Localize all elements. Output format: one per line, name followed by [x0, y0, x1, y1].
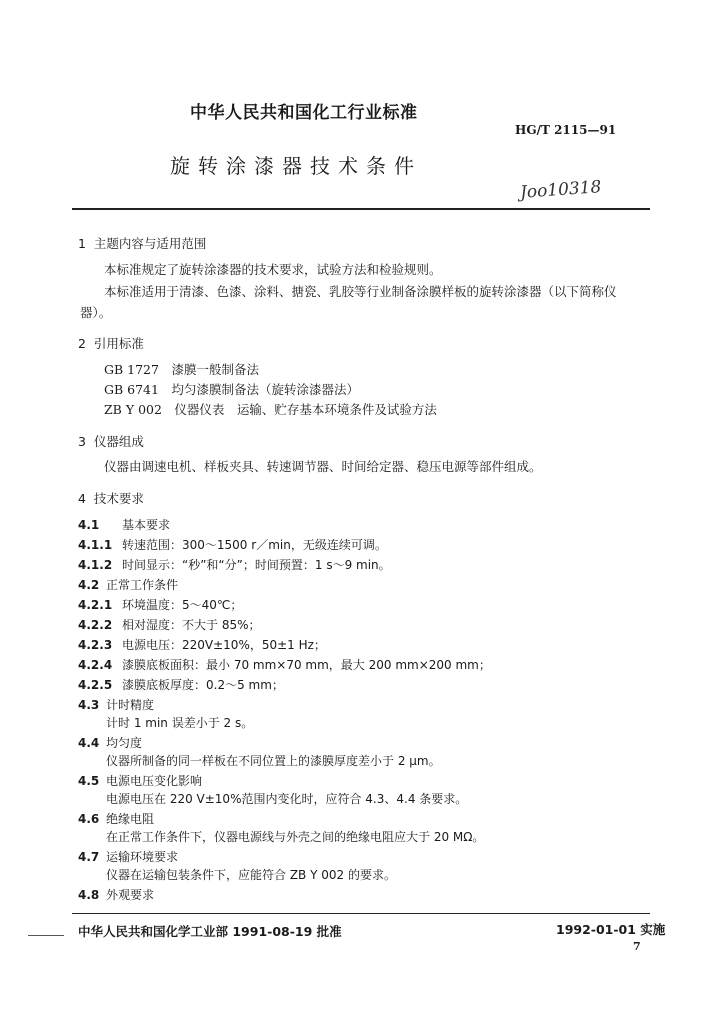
- clause-row: [78, 556, 391, 573]
- clause-row: [78, 656, 491, 673]
- clause-text: 电源电压：220V±10%，50±1 Hz；: [122, 638, 326, 652]
- clause-row: [78, 886, 154, 903]
- clause-text: 时间显示：“秒”和“分”；时间预置：1 s～9 min。: [122, 558, 391, 572]
- standard-code: HG/T 2115—91: [515, 123, 617, 137]
- clause-number: 4.2.1: [78, 598, 113, 612]
- clause-number: 4.2.5: [78, 678, 113, 692]
- clause-number: 4.1: [78, 518, 100, 532]
- clause-number: 4.2: [78, 578, 100, 592]
- issuing-agency: 中华人民共和国化工行业标准: [190, 103, 418, 123]
- clause-body: 仪器所制备的同一样板在不同位置上的漆膜厚度差小于 2 μm。: [106, 754, 441, 768]
- clause-text: 正常工作条件: [106, 578, 179, 592]
- clause-body: 计时 1 min 误差小于 2 s。: [106, 716, 254, 730]
- clause-text: 电源电压变化影响: [106, 774, 203, 788]
- approval-line: 中华人民共和国化学工业部 1991-08-19 批准: [78, 924, 342, 939]
- clause-text: 绝缘电阻: [106, 812, 155, 826]
- clause-row: [78, 616, 261, 633]
- clause-row: [78, 516, 170, 533]
- section-1-number: 1: [78, 236, 86, 251]
- clause-number: 4.2.4: [78, 658, 113, 672]
- clause-number: 4.8: [78, 888, 100, 902]
- clause-body: 电源电压在 220 V±10%范围内变化时，应符合 4.3、4.4 条要求。: [106, 792, 468, 806]
- clause-text: 运输环境要求: [106, 850, 179, 864]
- section-2-number: 2: [78, 336, 86, 351]
- clause-row: [78, 848, 178, 865]
- clause-number: 4.2.3: [78, 638, 113, 652]
- clause-row: [78, 734, 142, 751]
- clause-row: [78, 696, 154, 713]
- clause-text: 转速范围：300～1500 r／min，无级连续可调。: [122, 538, 387, 552]
- clause-row: [78, 596, 242, 613]
- clause-text: 环境温度：5～40℃；: [122, 598, 243, 612]
- document-title: 旋转涂漆器技术条件: [170, 154, 422, 178]
- section-3-para: 仪器由调速电机、样板夹具、转速调节器、时间给定器、稳压电源等部件组成。: [104, 459, 542, 474]
- section-4-number: 4: [78, 491, 86, 506]
- section-3-number: 3: [78, 434, 86, 449]
- clause-row: [78, 676, 284, 693]
- section-1-para-2a: 本标准适用于清漆、色漆、涂料、搪瓷、乳胶等行业制备涂膜样板的旋转涂漆器（以下简称仪: [104, 284, 617, 299]
- clause-number: 4.2.2: [78, 618, 113, 632]
- section-1-para-1: 本标准规定了旋转涂漆器的技术要求，试验方法和检验规则。: [104, 262, 442, 277]
- clause-text: 相对湿度：不大于 85%；: [122, 618, 261, 632]
- clause-row: [78, 636, 326, 653]
- clause-number: 4.4: [78, 736, 100, 750]
- section-4-title: 技术要求: [93, 491, 144, 506]
- clause-text: 漆膜底板面积：最小 70 mm×70 mm，最大 200 mm×200 mm；: [122, 658, 491, 672]
- clause-number: 4.1.1: [78, 538, 113, 552]
- clause-text: 漆膜底板厚度：0.2～5 mm；: [122, 678, 284, 692]
- section-2-heading: [78, 334, 144, 352]
- clause-number: 4.6: [78, 812, 100, 826]
- margin-dash: [28, 935, 64, 936]
- section-1-title: 主题内容与适用范围: [93, 236, 207, 251]
- section-1-para-2b: 器）。: [80, 305, 112, 320]
- clause-body: 仪器在运输包装条件下，应能符合 ZB Y 002 的要求。: [106, 868, 396, 882]
- footer-rule: [72, 913, 650, 914]
- section-1-heading: [78, 234, 206, 252]
- page-number: 7: [633, 940, 641, 953]
- section-3-title: 仪器组成: [93, 434, 144, 449]
- clause-text: 基本要求: [122, 518, 171, 532]
- reference-item: GB 6741 均匀漆膜制备法（旋转涂漆器法）: [104, 382, 359, 397]
- clause-number: 4.1.2: [78, 558, 113, 572]
- effective-date: 1992-01-01 实施: [556, 922, 666, 937]
- section-3-heading: [78, 432, 144, 450]
- header-rule: [72, 208, 650, 210]
- clause-text: 外观要求: [106, 888, 155, 902]
- clause-row: [78, 810, 154, 827]
- clause-body: 在正常工作条件下，仪器电源线与外壳之间的绝缘电阻应大于 20 MΩ。: [106, 830, 485, 844]
- section-4-heading: [78, 489, 144, 507]
- handwritten-mark: Joo10318: [519, 177, 602, 203]
- clause-text: 均匀度: [106, 736, 143, 750]
- clause-row: [78, 576, 178, 593]
- clause-row: [78, 772, 202, 789]
- reference-item: GB 1727 漆膜一般制备法: [104, 362, 259, 377]
- clause-row: [78, 536, 387, 553]
- reference-item: ZB Y 002 仪器仪表 运输、贮存基本环境条件及试验方法: [104, 402, 437, 417]
- clause-number: 4.5: [78, 774, 100, 788]
- clause-number: 4.7: [78, 850, 100, 864]
- clause-number: 4.3: [78, 698, 100, 712]
- section-2-title: 引用标准: [93, 336, 144, 351]
- clause-text: 计时精度: [106, 698, 155, 712]
